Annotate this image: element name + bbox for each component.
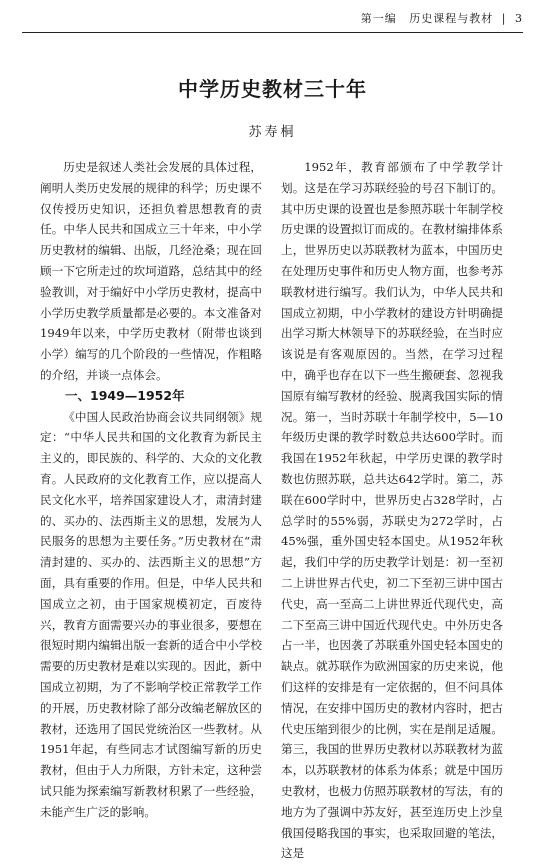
- body-paragraph-continued: 1952年，教育部颁布了中学教学计划。这是在学习苏联经验的号召下制订的。其中历史课的设置也是参照苏联十年制学校历史课的设置拟订而成的。在教材编排体系上，世界历史以苏联教材为蓝本，中国历史在处理历史事件和历史人物方面，也参考苏联教材进行编写。我们认为，中华人民共和国成立初期，中小学教材的建设方针明确提出学习斯大林领导下的苏联经验，在当时应该说是有客观原因的。当然，在学习过程中，确乎也存在以下一些生搬硬套、忽视我国原有编写教材的经验、脱离我国实际的情况。第一，当时苏联十年制学校中，5—10年级历史课的教学时数总共达600学时。而我国在1952年秋起，中学历史课的教学时数也仿照苏联，总共达642学时。第二，苏联在600学时中，世界历史占328学时，占总学时的55%弱，苏联史为272学时，占45%强，重外国史轻本国史。从1952年秋起，我们中学的历史教学计划是：初一至初二上讲世界古代史，初二下至初三讲中国古代史，高一至高二上讲世界近代现代史，高二下至高三讲中国近代现代史。中外历史各占一半，也因袭了苏联重外国史轻本国史的缺点。就苏联作为欧洲国家的历史来说，他们这样的安排是有一定依据的，但不问具体情况，在安排中国历史的教材内容时，把古代史压缩到很少的比例，实在是削足适履。第三，我国的世界历史教材以苏联教材为蓝本，以苏联教材的体系为体系；就是中国历史教材，也极力仿照苏联教材的写法，有的地方为了强调中苏友好，甚至连历史上沙皇俄国侵略我国的事实，也采取回避的笔法，这是: [281, 160, 503, 861]
- body-paragraph: 《中国人民政治协商会议共同纲领》规定：“中华人民共和国的文化教育为新民主主义的，即民族的、科学的、大众的文化教育。人民政府的文化教育工作，应以提高人民文化水平，培养国家建设人才，肃清封建的、买办的、法西斯主义的思想，发展为人民服务的思想为主要任务。”历史教材在“肃清封建的、买办的、法西斯主义的思想”方面，具有重要的作用。但是，中华人民共和国成立之初，由于国家规模初定，百废待兴，教育方面需要兴办的事业很多，要想在很短时期内编辑出版一套新的适合中小学校需要的历史教材是难以实现的。因此，新中国成立初期，为了不影响学校正常教学工作的开展，历史教材除了部分改编老解放区的教材，还选用了国民党统治区一些教材。从1951年起，有些同志才试图编写新的历史教材，但由于人力所限，方针未定，这种尝试只能为探索编写新教材积累了一些经验，未能产生广泛的影响。: [40, 409, 262, 819]
- left-column: [40, 157, 262, 823]
- section-heading: 一、1949—1952年: [65, 387, 185, 403]
- header-divider: |: [501, 12, 507, 25]
- running-header: [22, 10, 523, 33]
- page-number: 3: [515, 12, 523, 25]
- header-section: 第一编: [360, 12, 397, 25]
- header-book-title: 历史课程与教材: [409, 12, 494, 25]
- article-title: 中学历史教材三十年: [178, 77, 367, 101]
- right-column: [281, 157, 503, 864]
- intro-paragraph: 历史是叙述人类社会发展的具体过程，阐明人类历史发展的规律的科学；历史课不仅传授历史知识，还担负着思想教育的责任。中华人民共和国成立三十年来，中小学历史教材的编辑、出版，几经沧桑；现在回顾一下它所走过的坎坷道路，总结其中的经验教训，对于编好中小学历史教材，提高中小学历史教学质量都是必要的。本文准备对1949年以来，中学历史教材（附带也谈到小学）编写的几个阶段的一些情况，作粗略的介绍，并谈一点体会。: [40, 160, 262, 382]
- article-author: 苏寿桐: [248, 125, 297, 140]
